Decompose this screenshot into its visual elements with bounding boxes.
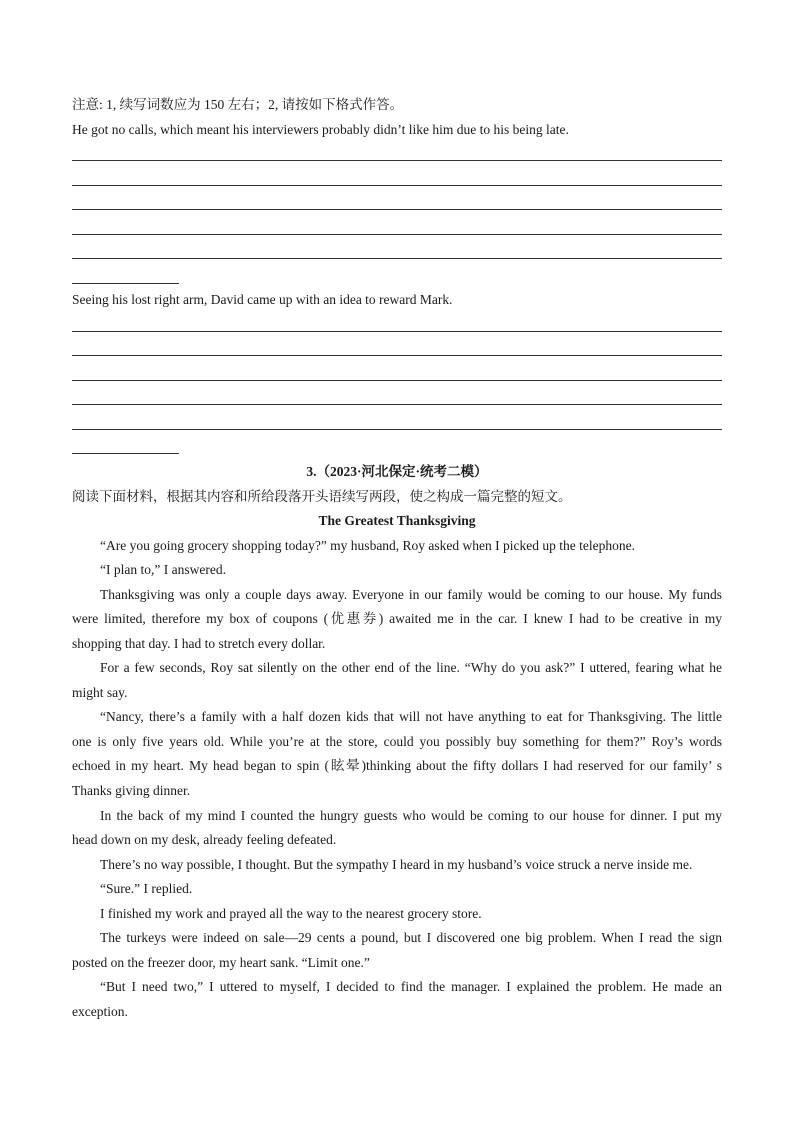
instruction-note: 注意: 1, 续写词数应为 150 左右；2, 请按如下格式作答。 [72, 97, 404, 112]
passage-line: For a few seconds, Roy sat silently on the other end of the line. “Why do you ask?” I uttered, fearing what he [100, 660, 722, 675]
passage-line: The turkeys were indeed on sale—29 cents a pound, but I discovered one big problem. When I read the sign [100, 930, 722, 945]
passage-line: head down on my desk, already feeling defeated. [72, 832, 337, 847]
paragraph-opening-1: He got no calls, which meant his interviewers probably didn’t like him due to his being late. [72, 122, 569, 137]
answer-line [72, 355, 722, 356]
answer-line-short [72, 453, 179, 454]
passage-line: “But I need two,” I uttered to myself, I decided to find the manager. I explained the problem. He made an [100, 979, 722, 994]
answer-line [72, 160, 722, 161]
passage-line: might say. [72, 685, 128, 700]
passage-line: shopping that day. I had to stretch every dollar. [72, 636, 326, 651]
passage-line: There’s no way possible, I thought. But the sympathy I heard in my husband’s voice struck a nerve inside me. [100, 857, 693, 872]
answer-line [72, 185, 722, 186]
answer-line [72, 331, 722, 332]
paragraph-opening-2: Seeing his lost right arm, David came up with an idea to reward Mark. [72, 292, 453, 307]
passage-line: “Nancy, there’s a family with a half dozen kids that will not have anything to eat for Thanksgiving. The little [100, 709, 722, 724]
passage-title: The Greatest Thanksgiving [318, 513, 476, 528]
passage-line: I finished my work and prayed all the way to the nearest grocery store. [100, 906, 482, 921]
answer-line [72, 258, 722, 259]
passage-line: exception. [72, 1004, 128, 1019]
passage-line: were limited, therefore my box of coupons (优惠券) awaited me in the car. I knew I had to be creative in my [72, 611, 722, 626]
answer-line [72, 209, 722, 210]
answer-line [72, 404, 722, 405]
answer-line [72, 429, 722, 430]
answer-line-short [72, 283, 179, 284]
passage-line: “Are you going grocery shopping today?” my husband, Roy asked when I picked up the telephone. [100, 538, 635, 553]
answer-line [72, 380, 722, 381]
passage-line: Thanks giving dinner. [72, 783, 191, 798]
question-instruction: 阅读下面材料，根据其内容和所给段落开头语续写两段，使之构成一篇完整的短文。 [72, 489, 572, 504]
passage-line: echoed in my heart. My head began to spin (眩晕)thinking about the fifty dollars I had reserved for our family’ s [72, 758, 722, 773]
answer-line [72, 234, 722, 235]
passage-line: In the back of my mind I counted the hungry guests who would be coming to our house for dinner. I put my [100, 808, 722, 823]
question-heading: 3.（2023·河北保定·统考二模） [306, 464, 488, 479]
passage-line: Thanksgiving was only a couple days away. Everyone in our family would be coming to our house. My funds [100, 587, 722, 602]
passage-line: “Sure.” I replied. [100, 881, 193, 896]
passage-line: “I plan to,” I answered. [100, 562, 226, 577]
passage-line: posted on the freezer door, my heart sank. “Limit one.” [72, 955, 370, 970]
passage-line: one is only five years old. While you’re at the store, could you possibly buy something for them?” Roy’s words [72, 734, 722, 749]
